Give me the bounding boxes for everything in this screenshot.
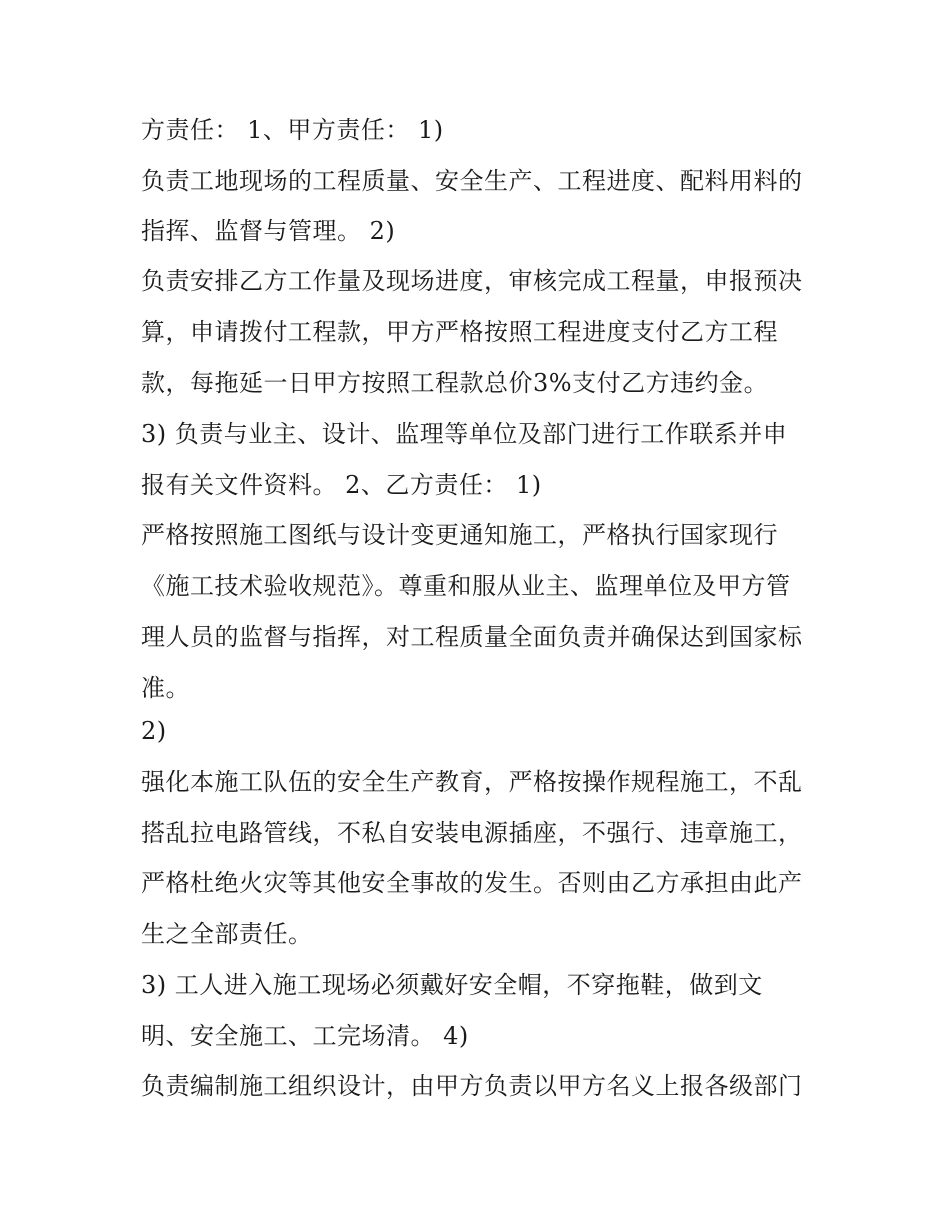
text-line: 理人员的监督与指挥，对工程质量全面负责并确保达到国家标 [141, 623, 803, 651]
text-line: 3) 工人进入施工现场必须戴好安全帽，不穿拖鞋，做到文 [141, 971, 763, 999]
text-line: 明、安全施工、工完场清。 4) [141, 1022, 469, 1050]
text-line: 报有关文件资料。 2、乙方责任： 1) [141, 471, 542, 499]
text-line: 严格按照施工图纸与设计变更通知施工，严格执行国家现行 [141, 521, 778, 549]
text-line: 《施工技术验收规范》。尊重和服从业主、监理单位及甲方管 [141, 572, 791, 600]
text-line: 生之全部责任。 [141, 920, 313, 948]
text-line: 严格杜绝火灾等其他安全事故的发生。否则由乙方承担由此产 [141, 869, 803, 897]
text-line: 准。 [141, 674, 190, 702]
text-line: 负责编制施工组织设计，由甲方负责以甲方名义上报各级部门 [141, 1072, 803, 1100]
text-line: 3) 负责与业主、设计、监理等单位及部门进行工作联系并申 [141, 420, 788, 448]
text-line: 强化本施工队伍的安全生产教育，严格按操作规程施工，不乱 [141, 768, 803, 796]
text-line: 方责任： 1、甲方责任： 1) [141, 116, 444, 144]
text-line: 指挥、监督与管理。 2) [141, 217, 396, 245]
text-line: 负责工地现场的工程质量、安全生产、工程进度、配料用料的 [141, 167, 803, 195]
text-line: 搭乱拉电路管线，不私自安装电源插座，不强行、违章施工， [141, 819, 803, 847]
text-line: 2) [141, 717, 167, 745]
text-line: 负责安排乙方工作量及现场进度，审核完成工程量，申报预决 [141, 267, 803, 295]
text-line: 算，申请拨付工程款，甲方严格按照工程进度支付乙方工程 [141, 318, 778, 346]
text-line: 款，每拖延一日甲方按照工程款总价3%支付乙方违约金。 [141, 369, 769, 397]
